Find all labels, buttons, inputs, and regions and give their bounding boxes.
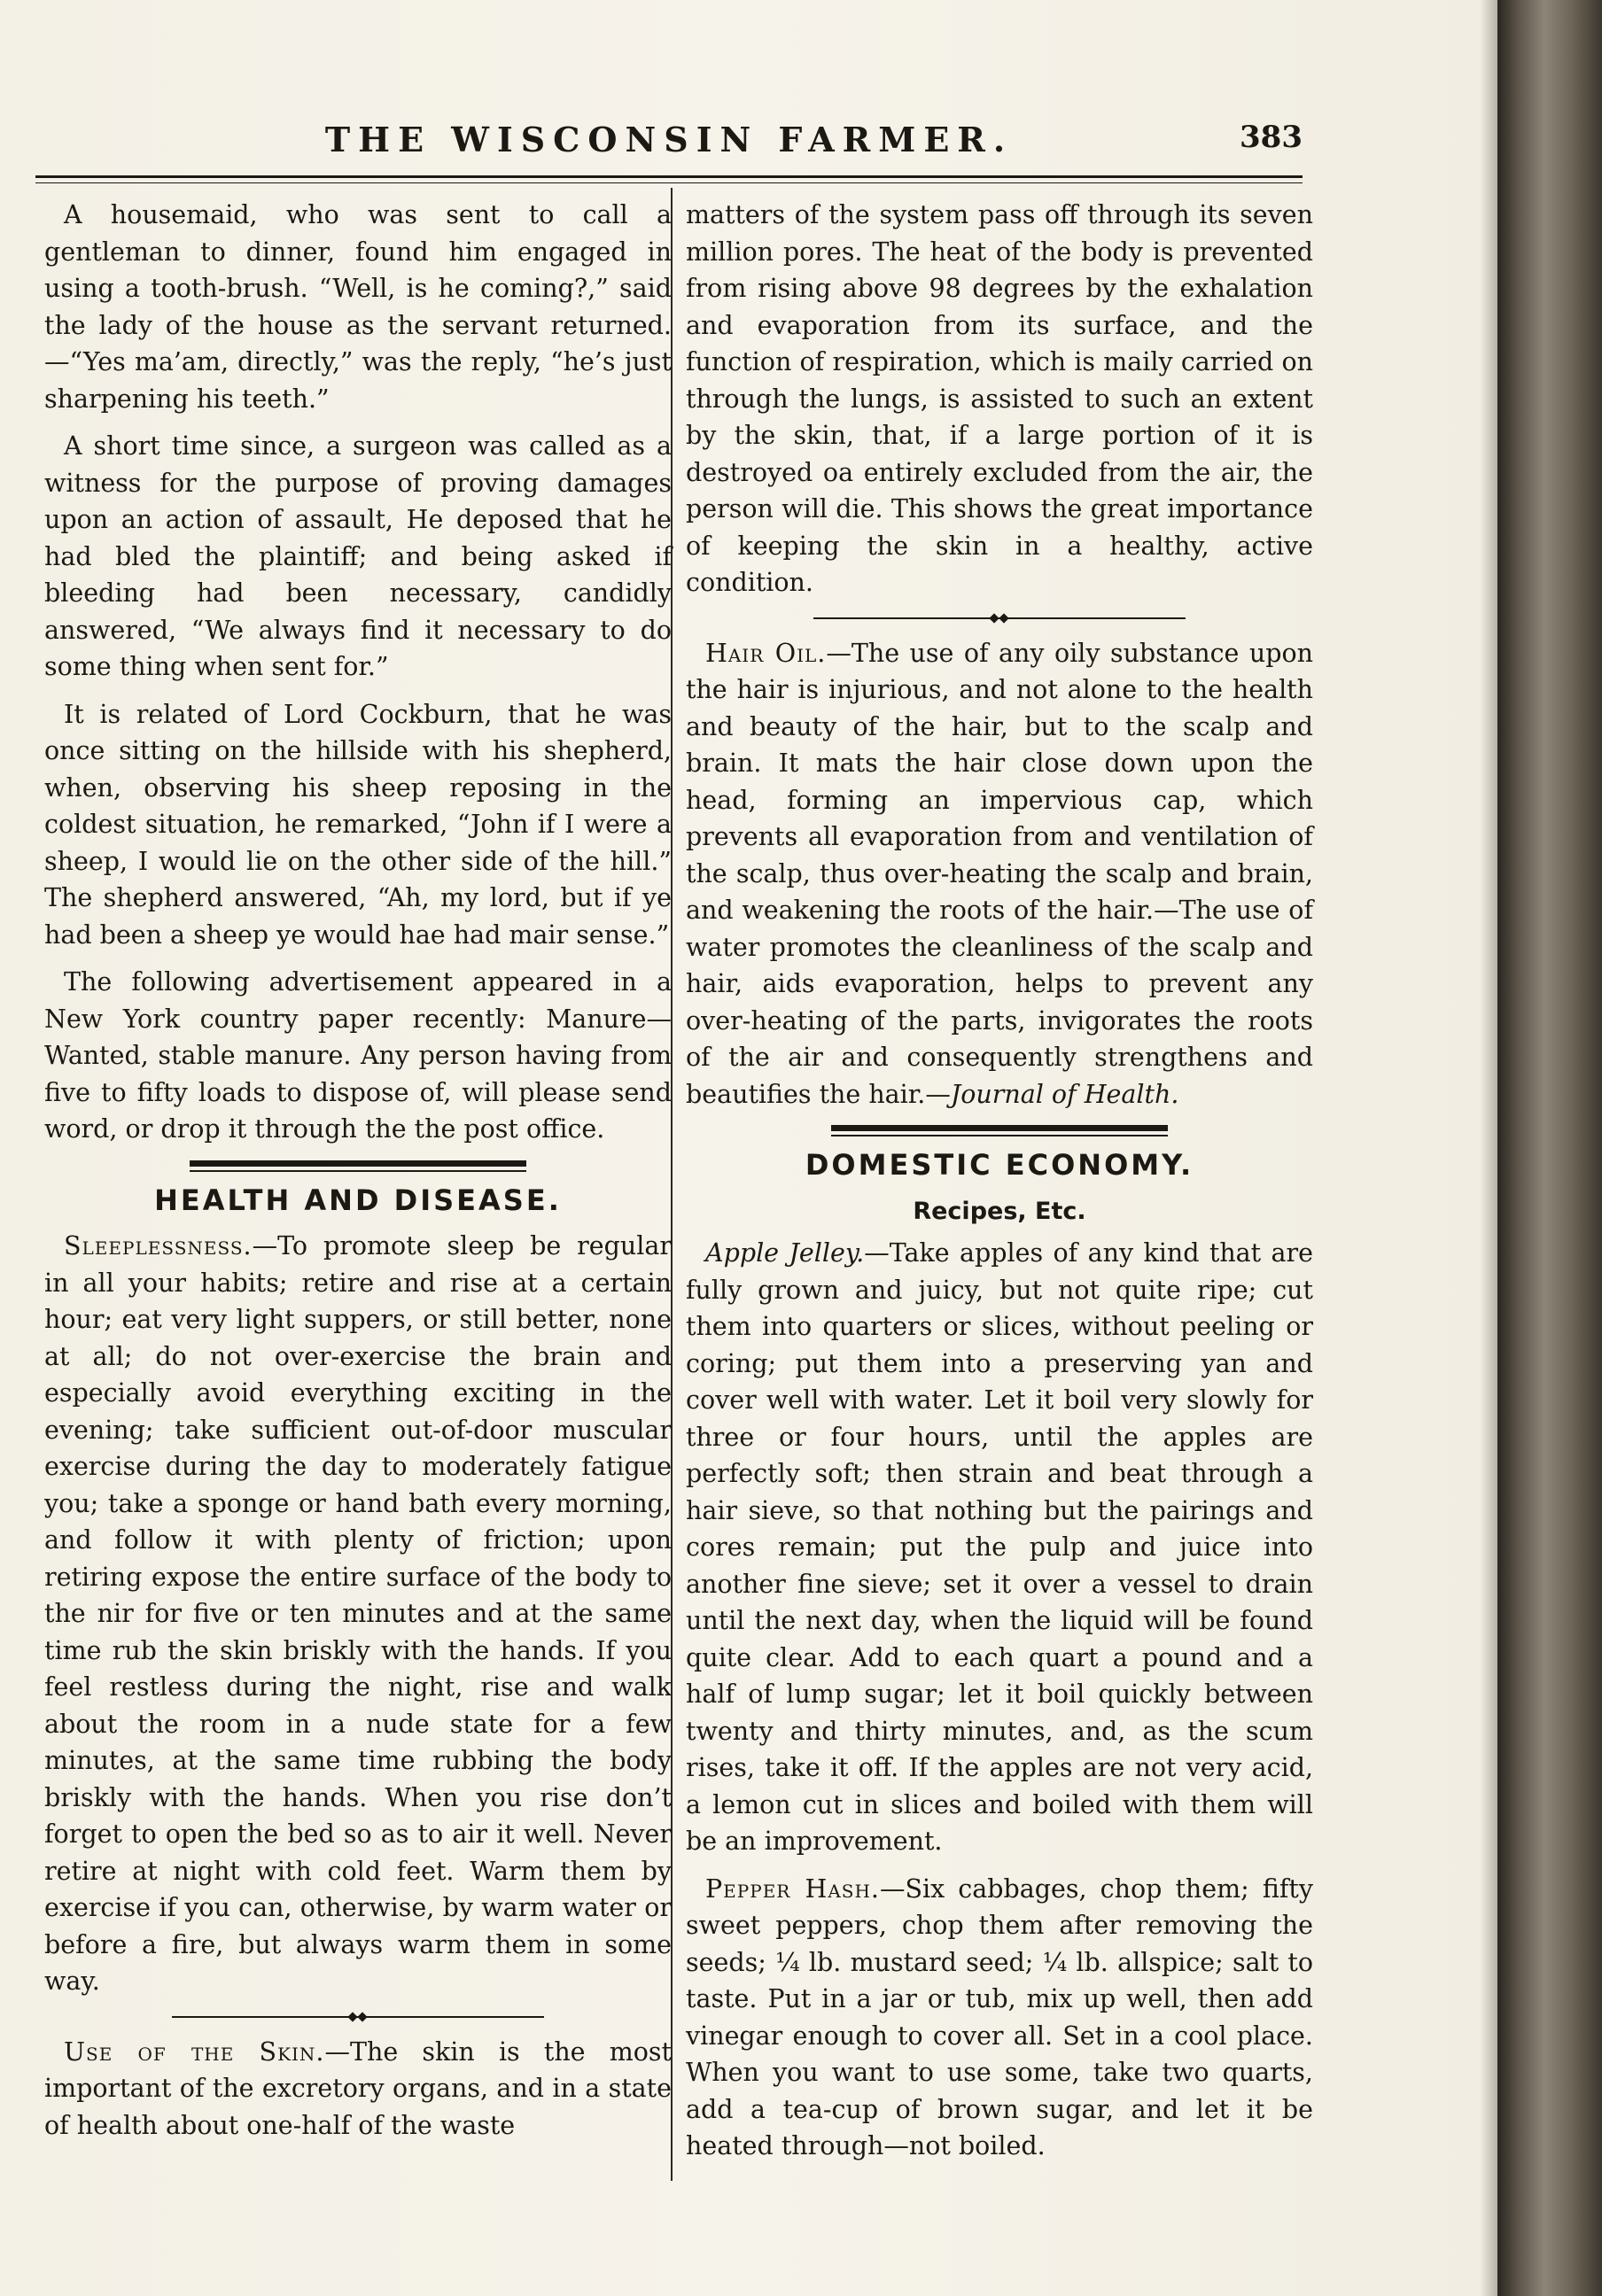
page-edge-shadow (1480, 0, 1499, 2296)
section-health-and-disease (44, 1160, 672, 1220)
header-rule-thin (35, 182, 1303, 183)
recipe-body: —Six cabbages, chop them; fifty sweet peppers, chop them after removing the seeds; ¼ lb. mustard seed; ¼ lb. allspice; salt to taste. Put in a jar or tub, mix up well, then add vinegar enough to cover all. Set in a cool place. When you want to use some, take two quarts, add a tea-cup of brown sugar, and let it be heated through—not boiled. (686, 1873, 1313, 2160)
section-rule-thin (831, 1135, 1168, 1136)
article-body: —The use of any oily substance upon the hair is injurious, and not alone to the health and beauty of the hair, but to the scalp and brain. It mats the hair close down upon the head, forming an impervious cap, which prevents all evaporation from and ventilation of the scalp, thus over-heating the scalp and brain, and weakening the roots of the hair.—The use of water promotes the cleanliness of the scalp and hair, aids evaporation, helps to prevent any over-heating of the parts, invigorates the roots of the air and consequently strengthens and beautifies the hair.— (686, 638, 1314, 1109)
article-sleeplessness (44, 1228, 672, 2000)
right-column (686, 197, 1313, 2176)
page-number: 383 (1240, 120, 1303, 155)
article-heading: Sleeplessness. (64, 1231, 253, 1260)
book-spine (1497, 0, 1602, 2296)
anecdote-housemaid: A housemaid, who was sent to call a gentleman to dinner, found him engaged in using a tooth-brush. “Well, is he coming?,” said the lady of the house as the servant returned.—“Yes ma’am, directly,” was the reply, “he’s just sharpening his teeth.” (44, 200, 672, 414)
section-domestic-economy (686, 1125, 1313, 1184)
section-rule-thick (831, 1125, 1168, 1131)
article-heading: Use of the Skin. (64, 2036, 325, 2067)
article-heading: Hair Oil. (705, 638, 827, 668)
ornament-divider (172, 2011, 544, 2023)
left-column (44, 197, 672, 2154)
page-header (35, 120, 1303, 164)
anecdote-surgeon: A short time since, a surgeon was called as a witness for the purpose of proving damages upon an action of assault, He deposed that he had bled the plaintiff; and being asked if bleeding had been necessary, candidly answered, “We always find it necessary to do some thing when sent for.” (44, 431, 672, 681)
anecdote-cockburn: It is related of Lord Cockburn, that he was once sitting on the hillside with his shepherd, when, observing his sheep reposing in the coldest situation, he remarked, “John if I were a sheep, I would lie on the other side of the hill.” The shepherd answered, “Ah, my lord, but if ye had been a sheep ye would hae had mair sense.” (44, 699, 672, 950)
recipe-pepper-hash (686, 1871, 1313, 2165)
section-title: HEALTH AND DISEASE. (154, 1183, 562, 1217)
section-title: DOMESTIC ECONOMY. (805, 1148, 1194, 1182)
recipe-apple-jelley (686, 1235, 1313, 1860)
header-rule (35, 175, 1303, 178)
anecdote-advertisement: The following advertisement appeared in a New York country paper recently: Manure—Wanted, stable manure. Any person having from five to fifty loads to dispose of, will please send word, or drop it through the the post office. (44, 967, 672, 1144)
subheading-recipes: Recipes, Etc. (913, 1197, 1086, 1225)
article-use-of-skin-continued: matters of the system pass off through its seven million pores. The heat of the body is prevented from rising above 98 degrees by the exhalation and evaporation from its surface, and the function of respiration, which is maily carried on through the lungs, is assisted to such an extent by the skin, that, if a large portion of it is destroyed oa entirely excluded from the air, the person will die. This shows the great importance of keeping the skin in a healthy, active condition. (686, 200, 1313, 597)
ornament-divider (813, 612, 1186, 624)
recipe-heading: Apple Jelley. (705, 1238, 865, 1268)
article-source: Journal of Health. (950, 1079, 1179, 1109)
article-use-of-skin (44, 2034, 672, 2145)
section-rule-thin (190, 1170, 526, 1172)
article-body: —The skin is the most important of the excretory organs, and in a state of health about one-half of the waste (44, 2036, 672, 2140)
section-rule-thick (190, 1160, 526, 1167)
article-body: —To promote sleep be regular in all your habits; retire and rise at a certain hour; eat very light suppers, or still better, none at all; do not over-exercise the brain and especially avoid everything exciting in the evening; take sufficient out-of-door muscular exercise during the day to moderately fatigue you; take a sponge or hand bath every morning, and follow it with plenty of friction; upon retiring expose the entire surface of the body to the nir for five or ten minutes and at the same time rub the skin briskly with the hands. If you feel restless during the night, rise and walk about the room in a nude state for a few minutes, at the same time rubbing the body briskly with the hands. When you rise don’t forget to open the bed so as to air it well. Never retire at night with cold feet. Warm them by exercise if you can, otherwise, by warm water or before a fire, but always warm them in some way. (44, 1231, 672, 1996)
recipe-heading: Pepper Hash. (705, 1873, 880, 1904)
masthead-title: THE WISCONSIN FARMER. (324, 120, 1014, 159)
recipe-body: —Take apples of any kind that are fully grown and juicy, but not quite ripe; cut them into quarters or slices, without peeling or coring; put them into a preserving yan and cover well with water. Let it boil very slowly for three or four hours, until the apples are perfectly soft; then strain and beat through a hair sieve, so that nothing but the pairings and cores remain; put the pulp and juice into another fine sieve; set it over a vessel to drain until the next day, when the liquid will be found quite clear. Add to each quart a pound and a half of lump sugar; let it boil quickly between twenty and thirty minutes, and, as the scum rises, take it off. If the apples are not very acid, a lemon cut in slices and boiled with them will be an improvement. (686, 1238, 1313, 1856)
article-hair-oil (686, 635, 1313, 1113)
